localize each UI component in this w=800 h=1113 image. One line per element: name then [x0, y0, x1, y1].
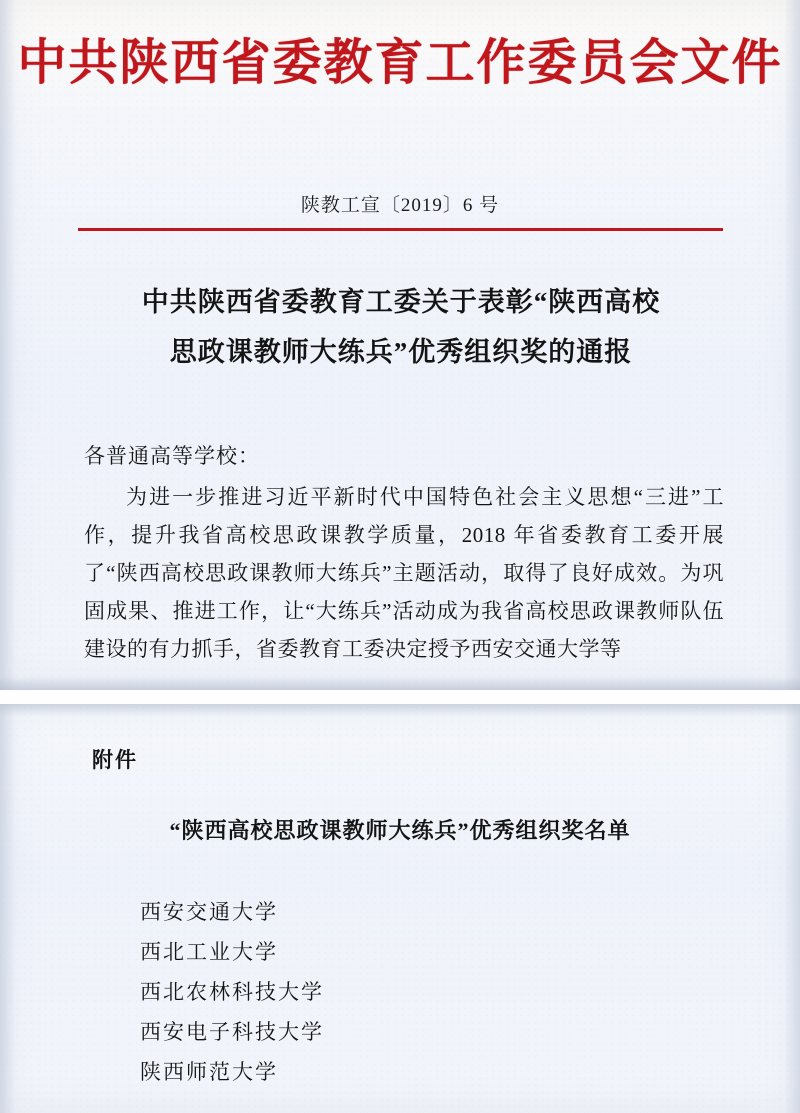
sheet-separator	[0, 690, 800, 704]
list-item: 西安电子科技大学	[140, 1020, 324, 1044]
list-item: 西北工业大学	[140, 940, 278, 964]
document-sheet-bottom	[0, 704, 800, 1113]
salutation: 各普通高等学校：	[84, 444, 260, 468]
list-item: 西北农林科技大学	[140, 980, 324, 1004]
list-item: 西安交通大学	[140, 900, 278, 924]
document-heading	[96, 278, 706, 378]
heading-line-1: 中共陕西省委教育工委关于表彰“陕西高校	[141, 287, 661, 317]
body-paragraph: 为进一步推进习近平新时代中国特色社会主义思想“三进”工作，提升我省高校思政课教学质量，2018 年省委教育工委开展了“陕西高校思政课教师大练兵”主题活动，取得了良好成效。为巩固成果、推进工作，让“大练兵”活动成为我省高校思政课教师队伍建设的有力抓手，省委教育工委决定授予西安交通大学等	[84, 485, 724, 661]
page-edge-left	[0, 0, 16, 690]
document-number: 陕教工宣〔2019〕6 号	[300, 195, 500, 216]
page-edge-right	[784, 0, 800, 690]
list-item: 陕西师范大学	[140, 1060, 278, 1084]
attachment-label: 附件	[92, 748, 138, 772]
body-text	[84, 478, 724, 668]
school-list	[140, 892, 700, 1092]
document-title: 中共陕西省委教育工作委员会文件	[17, 35, 783, 90]
attachment-title: “陕西高校思政课教师大练兵”优秀组织奖名单	[169, 818, 631, 843]
page-edge-right-bottom	[784, 704, 800, 1113]
page-edge-left-bottom	[0, 704, 16, 1113]
heading-line-2: 思政课教师大练兵”优秀组织奖的通报	[169, 336, 633, 367]
red-divider-rule	[78, 228, 723, 231]
